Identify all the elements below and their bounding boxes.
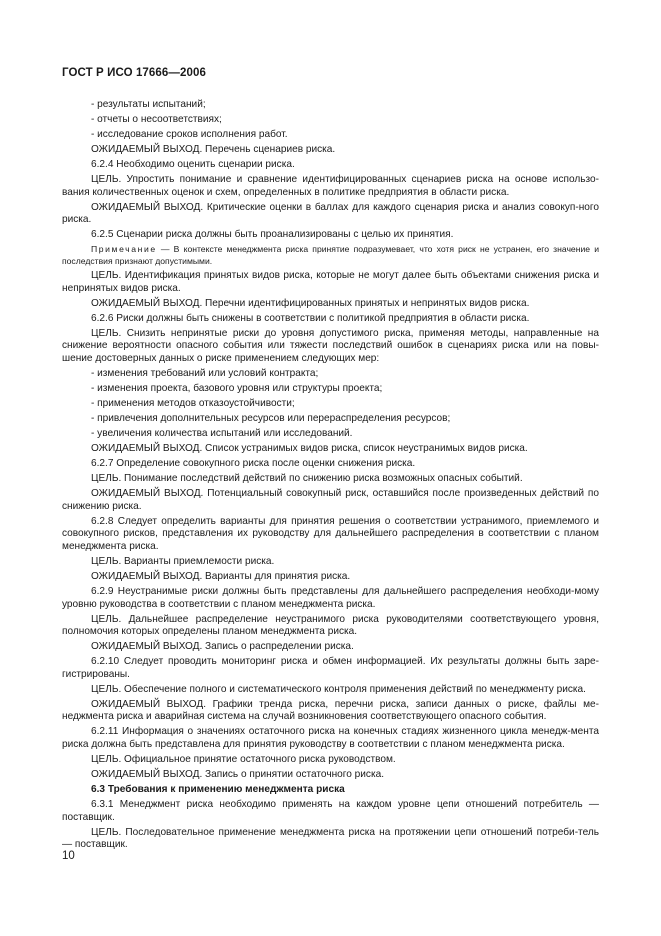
clause-6-2-7: 6.2.7 Определение совокупного риска после оценки снижения риска. [91, 458, 416, 470]
expected-output-paragraph: ОЖИДАЕМЫЙ ВЫХОД. Варианты для принятия риска. [91, 570, 351, 582]
section-heading-6-3: 6.3 Требования к применению менеджмента риска [91, 783, 345, 795]
goal-paragraph: ЦЕЛЬ. Идентификация принятых видов риска, которые не могут далее быть объектами снижения риска и непринятых видов риска. [62, 270, 599, 294]
list-item: - отчеты о несоответствиях; [91, 114, 222, 126]
clause-6-3-1: 6.3.1 Менеджмент риска необходимо применять на каждом уровне цепи отношений потребитель — поставщик. [62, 799, 599, 823]
goal-paragraph: ЦЕЛЬ. Снизить непринятые риски до уровня допустимого риска, применяя методы, направленные на снижение вероятности опасного события или тяжести последствий ошибок в сценариях риска или на повы-шение достоверных данных о риске применением следующих мер: [62, 327, 599, 364]
clause-6-2-9: 6.2.9 Неустранимые риски должны быть представлены для дальнейшего распределения необходи-мому уровню руководства в соответствии с планом менеджмента риска. [62, 586, 599, 610]
expected-output-paragraph: ОЖИДАЕМЫЙ ВЫХОД. Список устранимых видов риска, список неустранимых видов риска. [91, 443, 528, 455]
goal-paragraph: ЦЕЛЬ. Понимание последствий действий по снижению риска возможных опасных событий. [91, 473, 523, 485]
list-item: - изменения проекта, базового уровня или структуры проекта; [91, 383, 383, 395]
goal-paragraph: ЦЕЛЬ. Упростить понимание и сравнение идентифицированных сценариев риска на основе использо-вания количественных оценок и схем, определенных в политике предприятия в области риска. [62, 174, 599, 198]
goal-paragraph: ЦЕЛЬ. Последовательное применение менеджмента риска на протяжении цепи отношений потреби-тель — поставщик. [62, 826, 599, 851]
clause-6-2-4: 6.2.4 Необходимо оценить сценарии риска. [91, 159, 295, 171]
list-item: - результаты испытаний; [91, 99, 206, 110]
expected-output-paragraph: ОЖИДАЕМЫЙ ВЫХОД. Запись о распределении риска. [91, 641, 354, 653]
expected-output-paragraph: ОЖИДАЕМЫЙ ВЫХОД. Графики тренда риска, перечни риска, записи данных о риске, файлы ме-неджмента риска и аварийная система на случай возникновения соответствующего опасного события. [62, 698, 599, 723]
clause-6-2-11: 6.2.11 Информация о значениях остаточного риска на конечных стадиях жизненного цикла менедж-мента риска должна быть представлена для принятия руководству в соответствии с планом менеджмента риска. [62, 726, 599, 750]
list-item: - изменения требований или условий контракта; [91, 367, 319, 379]
expected-output-paragraph: ОЖИДАЕМЫЙ ВЫХОД. Перечень сценариев риска. [91, 144, 336, 156]
note-paragraph [62, 244, 599, 266]
note-text: — В контексте менеджмента риска принятие подразумевает, что хотя риск не устранен, его значение и последствия признают допустимыми. [62, 244, 599, 266]
list-item: - исследование сроков исполнения работ. [91, 129, 288, 141]
document-body [62, 99, 599, 854]
list-item: - увеличения количества испытаний или исследований. [91, 428, 353, 440]
page-number: 10 [62, 850, 75, 862]
expected-output-paragraph: ОЖИДАЕМЫЙ ВЫХОД. Критические оценки в баллах для каждого сценария риска и анализ совокуп-ного риска. [62, 201, 599, 226]
expected-output-paragraph: ОЖИДАЕМЫЙ ВЫХОД. Перечни идентифицированных принятых и непринятых видов риска. [91, 297, 530, 309]
goal-paragraph: ЦЕЛЬ. Дальнейшее распределение неустранимого риска руководителями соответствующего уровня, полномочия которых определены планом менеджмента риска. [62, 613, 599, 638]
goal-paragraph: ЦЕЛЬ. Варианты приемлемости риска. [91, 555, 275, 567]
note-label: Примечание [91, 244, 157, 255]
clause-6-2-8: 6.2.8 Следует определить варианты для принятия решения о соответствии устранимого, приемлемого и совокупного рисков, представления их руководству для дальнейшего распределения в соответствии с планом менеджмента риска. [62, 515, 599, 552]
clause-6-2-10: 6.2.10 Следует проводить мониторинг риска и обмен информацией. Их результаты должны быть заре-гистрированы. [62, 656, 599, 680]
clause-6-2-6: 6.2.6 Риски должны быть снижены в соответствии с политикой предприятия в области риска. [91, 312, 530, 324]
document-header: ГОСТ Р ИСО 17666—2006 [62, 67, 207, 79]
goal-paragraph: ЦЕЛЬ. Обеспечение полного и систематического контроля применения действий по менеджменту риска. [91, 683, 586, 695]
goal-paragraph: ЦЕЛЬ. Официальное принятие остаточного риска руководством. [91, 753, 396, 765]
clause-6-2-5: 6.2.5 Сценарии риска должны быть проанализированы с целью их принятия. [91, 229, 454, 241]
expected-output-paragraph: ОЖИДАЕМЫЙ ВЫХОД. Запись о принятии остаточного риска. [91, 768, 384, 780]
list-item: - применения методов отказоустойчивости; [91, 398, 295, 410]
list-item: - привлечения дополнительных ресурсов или перераспределения ресурсов; [91, 413, 451, 425]
expected-output-paragraph: ОЖИДАЕМЫЙ ВЫХОД. Потенциальный совокупный риск, оставшийся после произведенных действий по снижению риска. [62, 488, 599, 512]
